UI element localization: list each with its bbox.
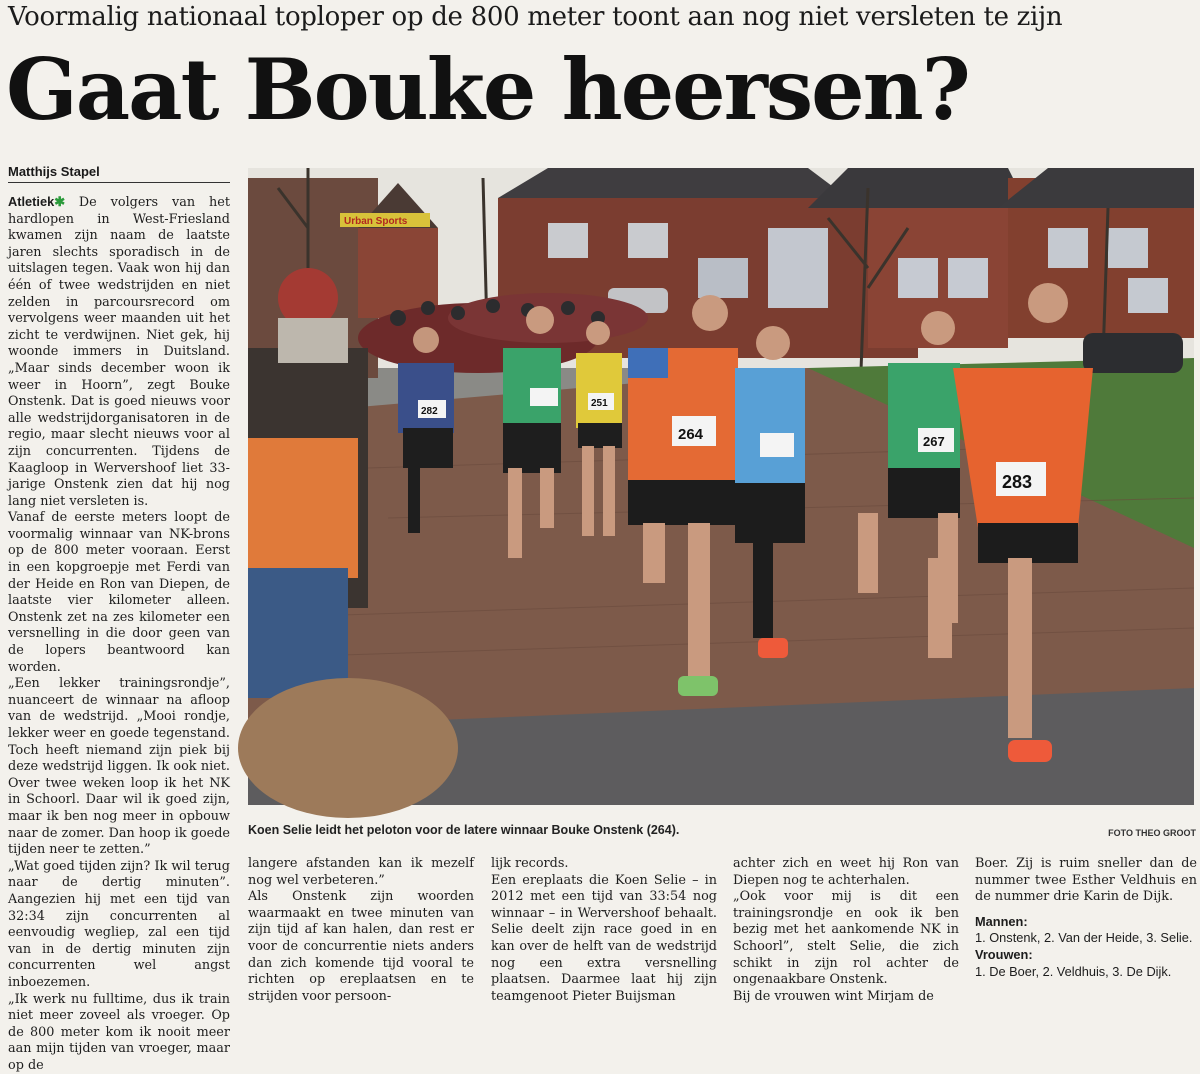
paragraph: Een ereplaats die Koen Selie – in 2012 met een tijd van 33:54 nog winnaar – in Wervershoof behaalt. Selie deelt zijn race goed in en kan over de helft van de wedstrijd nog een extra versnelling plaatsen. Daarmee laat hij zijn teamgenoot Pieter Buijsman: [491, 873, 717, 1006]
intro-text: De volgers van het hardlopen in West-Friesland kwamen zijn naam de laatste jaren slechts sporadisch in de uitslagen tegen. Vaak won hij dan één of twee wedstrijden en niet zelden in parcoursrecord om vervolgens weer maanden uit het zicht te verdwijnen. Niet gek, hij woonde immers in Duitsland. „Maar sinds december woon ik weer in Hoorn”, zegt Bouke Onstenk. Dat is goed nieuws voor alle wedstrijdorganisatoren in de regio, maar slecht nieuws voor al zijn concurrenten. Tijdens de Kaagloop in Wervershoof liet 33-jarige Onstenk zien dat hij nog lang niet versleten is.: [8, 195, 230, 509]
paragraph: langere afstanden kan ik mezelf nog wel verbeteren.”: [248, 856, 474, 889]
paragraph: Boer. Zij is ruim sneller dan de nummer twee Esther Veldhuis en de nummer drie Karin de Dijk.: [975, 856, 1197, 906]
bib-number: 267: [923, 434, 945, 449]
paragraph: „Wat goed tijden zijn? Ik wil terug naar de dertig minuten”. Aangezien hij met een tijd van 32:34 zijn concurrenten al eenvoudig wegliep, zal een tijd van in de dertig minuten zijn concurrenten wel angst inboezemen.: [8, 859, 230, 992]
race-photo-illustration: [248, 168, 1194, 805]
article-column-2: [248, 856, 474, 989]
section-label: Atletiek: [8, 194, 54, 209]
paragraph: Vanaf de eerste meters loopt de voormalig winnaar van NK-brons op de 800 meter vooraan. Eerst in een kopgroepje met Ferdi van der Heide en Ron van Diepen, de laatste vier kilometer alleen. Onstenk zet na zes kilometer een versnelling in die door geen van de lopers beantwoord kan worden.: [8, 510, 230, 676]
article-column-1: [8, 194, 230, 989]
byline: Matthijs Stapel: [8, 164, 230, 183]
paragraph: „Ik werk nu fulltime, dus ik train niet meer zoveel als vroeger. Op de 800 meter kom ik nooit meer aan mijn tijden van vroeger, maar op de: [8, 992, 230, 1074]
results-men-heading: Mannen:: [975, 914, 1197, 931]
photo-caption: Koen Selie leidt het peloton voor de latere winnaar Bouke Onstenk (264).: [248, 823, 1008, 837]
results-women-heading: Vrouwen:: [975, 947, 1197, 964]
bib-number: 251: [591, 398, 608, 409]
results-women: 1. De Boer, 2. Veldhuis, 3. De Dijk.: [975, 964, 1197, 981]
paragraph: lijk records.: [491, 856, 717, 873]
headline-kicker: Voormalig nationaal toploper op de 800 meter toont aan nog niet versleten te zijn: [8, 2, 1198, 32]
article-column-3: [491, 856, 717, 989]
paragraph: „Ook voor mij is dit een trainingsrondje en ook ik ben bezig met het aankomende NK in Schoorl”, stelt Selie, die zich schikt in zijn rol achter de ongenaakbare Onstenk.: [733, 889, 959, 989]
paragraph: Als Onstenk zijn woorden waarmaakt en twee minuten van zijn tijd af kan halen, dan rest er voor de concurrentie niets anders dan zich komende tijd vooral te richten op ereplaatsen en te strijden voor persoon-: [248, 889, 474, 1005]
bib-number: 264: [678, 426, 704, 443]
paragraph: „Een lekker trainingsrondje”, nuanceert de winnaar na afloop van de wedstrijd. „Mooi rondje, lekker weer en goede tegenstand. Toch heeft niemand zijn piek bij deze wedstrijd liggen. Ik ook niet. Over twee weken loop ik het NK in Schoorl. Daar wil ik goed zijn, maar ik ben nog meer in opbouw naar de zomer. Dan hoop ik goede tijden neer te zetten.”: [8, 676, 230, 859]
paragraph: Bij de vrouwen wint Mirjam de: [733, 989, 959, 1006]
photo-credit: FOTO THEO GROOT: [1090, 828, 1196, 838]
star-icon: ✱: [54, 195, 65, 210]
race-photo: [248, 168, 1194, 805]
article-column-5: [975, 856, 1197, 989]
bib-number: 282: [421, 406, 438, 417]
bib-number: 283: [1002, 472, 1032, 492]
banner-text: Urban Sports: [344, 216, 408, 227]
paragraph: achter zich en weet hij Ron van Diepen nog te achterhalen.: [733, 856, 959, 889]
results-men: 1. Onstenk, 2. Van der Heide, 3. Selie.: [975, 930, 1197, 947]
article-column-4: [733, 856, 959, 989]
headline: Gaat Bouke heersen?: [6, 34, 1196, 146]
